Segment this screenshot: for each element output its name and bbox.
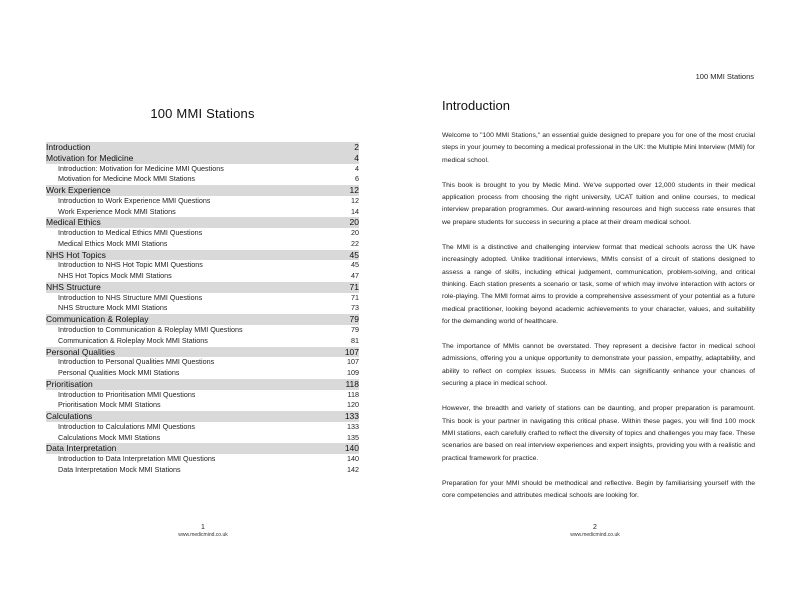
paragraph: Preparation for your MMI should be methodical and reflective. Begin by familiarising yourself with the core competencies and attributes medical schools are looking for. [442,479,755,500]
toc-entry-page: 109 [347,368,359,378]
toc-entry-page: 4 [355,163,359,173]
toc-entry-label: Introduction to Medical Ethics MMI Questions [58,228,203,238]
toc-section-entry[interactable] [46,282,359,293]
toc-subsection-entry[interactable] [46,207,359,218]
toc-subsection-entry[interactable] [46,228,359,239]
toc-entry-label: Introduction to Work Experience MMI Questions [58,195,211,205]
toc-entry-page: 120 [347,400,359,410]
toc-entry-label: Introduction to NHS Hot Topic MMI Questions [58,260,203,270]
toc-entry-label: Introduction to Communication & Roleplay MMI Questions [58,325,243,335]
toc-subsection-entry[interactable] [46,465,359,476]
right-page [397,0,794,596]
toc-subsection-entry[interactable] [46,239,359,250]
toc-entry-page: 133 [347,421,359,431]
toc-section-entry[interactable] [46,411,359,422]
toc-entry-page: 6 [355,174,359,184]
page-number: 1 [201,524,205,531]
toc-section-entry[interactable] [46,443,359,454]
toc-entry-page: 140 [347,454,359,464]
footer-url: www.medicmind.co.uk [178,532,228,538]
toc-entry-label: Introduction: Motivation for Medicine MMI Questions [58,163,224,173]
toc-subsection-entry[interactable] [46,454,359,465]
toc-section-entry[interactable] [46,250,359,261]
toc-subsection-entry[interactable] [46,303,359,314]
toc-subsection-entry[interactable] [46,368,359,379]
toc-entry-page: 135 [347,432,359,442]
toc-subsection-entry[interactable] [46,164,359,175]
paragraph: This book is brought to you by Medic Mind. We've supported over 12,000 students in their medical application process from choosing the right university, UCAT tuition and online courses, to medical interview preparation programmes. Our award-winning resources and high success rate ensures that we prepare students for success in securing a place at their dream medical school. [442,181,755,226]
toc-subsection-entry[interactable] [46,433,359,444]
toc-entry-label: Personal Qualities Mock MMI Stations [58,368,180,378]
toc-entry-label: Work Experience [46,185,111,196]
toc-entry-page: 107 [347,357,359,367]
toc-subsection-entry[interactable] [46,260,359,271]
toc-subsection-entry[interactable] [46,400,359,411]
toc-section-entry[interactable] [46,142,359,153]
toc-section-entry[interactable] [46,185,359,196]
toc-subsection-entry[interactable] [46,336,359,347]
toc-entry-label: Motivation for Medicine [46,152,134,163]
toc-entry-label: Calculations [46,411,93,422]
toc-entry-page: 118 [345,378,359,389]
toc-subsection-entry[interactable] [46,174,359,185]
footer-url: www.medicmind.co.uk [570,532,620,538]
toc-entry-page: 14 [351,206,359,216]
toc-entry-label: Introduction to Calculations MMI Questions [58,421,196,431]
toc-entry-page: 79 [351,325,359,335]
toc-entry-label: NHS Hot Topics [46,249,106,260]
toc-entry-page: 142 [347,464,359,474]
toc-subsection-entry[interactable] [46,390,359,401]
toc-section-entry[interactable] [46,347,359,358]
toc-subsection-entry[interactable] [46,357,359,368]
toc-entry-page: 81 [351,335,359,345]
toc-entry-label: Medical Ethics [46,217,101,228]
section-heading: Introduction [442,98,510,113]
body-text [442,130,755,515]
toc-entry-page: 45 [349,249,359,260]
toc-entry-label: Calculations Mock MMI Stations [58,432,161,442]
toc-entry-page: 2 [354,142,359,152]
toc-entry-page: 4 [354,152,359,163]
toc-entry-label: Work Experience Mock MMI Stations [58,206,176,216]
toc-entry-page: 20 [351,228,359,238]
toc-subsection-entry[interactable] [46,293,359,304]
toc-section-entry[interactable] [46,153,359,164]
toc-entry-label: NHS Structure Mock MMI Stations [58,303,168,313]
toc-section-entry[interactable] [46,314,359,325]
toc-entry-label: Introduction [46,142,91,152]
toc-entry-label: Prioritisation [46,378,93,389]
toc-entry-page: 20 [349,217,359,228]
toc-section-entry[interactable] [46,379,359,390]
left-page-footer [150,524,256,538]
toc-entry-label: Medical Ethics Mock MMI Stations [58,238,168,248]
toc-entry-label: NHS Structure [46,281,101,292]
toc-entry-label: NHS Hot Topics Mock MMI Stations [58,271,172,281]
toc-entry-page: 47 [351,271,359,281]
toc-entry-label: Communication & Roleplay [46,314,149,325]
toc-entry-label: Introduction to NHS Structure MMI Questions [58,292,203,302]
toc-section-entry[interactable] [46,217,359,228]
toc-subsection-entry[interactable] [46,196,359,207]
toc-entry-label: Data Interpretation Mock MMI Stations [58,464,181,474]
toc-entry-page: 45 [351,260,359,270]
toc-entry-label: Data Interpretation [46,443,117,454]
toc-entry-label: Introduction to Personal Qualities MMI Questions [58,357,215,367]
paragraph: However, the breadth and variety of stations can be daunting, and proper preparation is paramount. This book is your partner in navigating this critical phase. Within these pages, you will find 100 mock MMI stations, each carefully crafted to reflect the diversity of topics and challenges you may face. These scenarios are based on real interview experiences and expert insights, providing you with a realistic and practical framework for practice. [442,405,755,462]
paragraph: Welcome to "100 MMI Stations," an essential guide designed to prepare you for one of the most crucial steps in your journey to becoming a medical professional in the UK: the Multiple Mini Interview (MMI) for medical school. [442,132,755,164]
toc-entry-page: 22 [351,238,359,248]
toc-entry-page: 12 [349,185,359,196]
toc-entry-label: Communication & Roleplay Mock MMI Stations [58,335,208,345]
toc-subsection-entry[interactable] [46,271,359,282]
table-of-contents [46,142,359,476]
toc-title: 100 MMI Stations [150,106,255,121]
toc-subsection-entry[interactable] [46,325,359,336]
toc-entry-label: Personal Qualities [46,346,115,357]
toc-subsection-entry[interactable] [46,422,359,433]
toc-entry-page: 71 [349,281,359,292]
running-head: 100 MMI Stations [695,72,754,81]
paragraph: The importance of MMIs cannot be overstated. They represent a decisive factor in medical school admissions, offering you a unique opportunity to demonstrate your passion, empathy, adaptability, and ability to reflect on complex issues. Success in MMIs can significantly enhance your chances of securing a place in medical school. [442,343,755,388]
toc-entry-page: 79 [349,314,359,325]
toc-entry-page: 12 [351,195,359,205]
toc-entry-label: Prioritisation Mock MMI Stations [58,400,161,410]
right-page-footer [542,524,648,538]
toc-entry-label: Introduction to Prioritisation MMI Questions [58,389,196,399]
toc-entry-page: 118 [347,389,359,399]
toc-entry-page: 71 [351,292,359,302]
toc-entry-page: 140 [344,443,359,454]
toc-entry-page: 73 [351,303,359,313]
page-number: 2 [593,524,597,531]
toc-entry-page: 107 [344,346,359,357]
toc-entry-label: Introduction to Data Interpretation MMI Questions [58,454,216,464]
toc-entry-label: Motivation for Medicine Mock MMI Stations [58,174,196,184]
toc-entry-page: 133 [344,411,359,422]
paragraph: The MMI is a distinctive and challenging interview format that medical schools across the UK have increasingly adopted. Unlike traditional interviews, MMIs consist of a circuit of stations designed to assess a range of skills, including ethical judgement, communication, problem-solving, and critical thinking. Each station presents a scenario or task, some of which may involve interaction with actors or role-playing. The MMI format aims to provide a comprehensive assessment of your potential as a future medical practitioner, looking beyond academic achievements to your character, values, and suitability for the demanding world of healthcare. [442,244,755,325]
